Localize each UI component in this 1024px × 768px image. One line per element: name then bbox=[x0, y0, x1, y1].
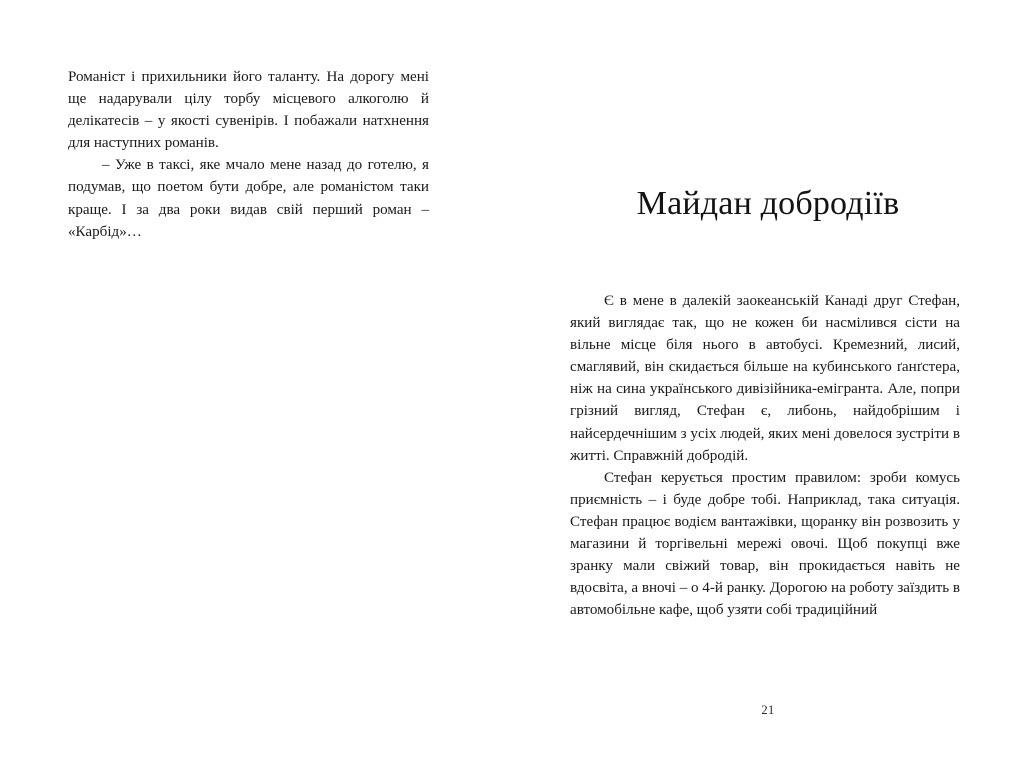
page-number: 21 bbox=[761, 703, 775, 717]
chapter-title: Майдан добродіїв bbox=[636, 185, 900, 222]
right-paragraph-1: Є в мене в далекій заокеанській Канаді друг Стефан, який виглядає так, що не кожен би насмілився сісти на вільне місце біля нього в автобусі. Кремезний, лисий, смаглявий, він скидається більше на кубинського ґанґстера, ніж на сина українського дивізійника-емігранта. Але, попри грізний вигляд, Стефан є, либонь, найдобрішим і найсердечнішим з усіх людей, яких мені довелося зустріти в житті. Справжній добродій. bbox=[570, 293, 960, 464]
right-paragraph-2: Стефан керується простим правилом: зроби комусь приємність – і буде добре тобі. Наприклад, така ситуація. Стефан працює водієм вантажівки, щоранку він розвозить у магазини й торгівельні мережі овочі. Щоб покупці вже зранку мали свіжий товар, він прокидається навіть не вдосвіта, а вночі – о 4-й ранку. Дорогою на роботу заїздить в автомобільне кафе, щоб узяти собі традиційний bbox=[570, 469, 960, 619]
right-page bbox=[512, 0, 1024, 768]
right-page-textblock bbox=[570, 290, 960, 621]
left-paragraph-1: Романіст і прихильники його таланту. На дорогу мені ще надарували цілу торбу місцевого алкоголю й делікатесів – у якості сувенірів. І побажали натхнення для наступних романів. bbox=[68, 69, 429, 152]
left-page-textblock bbox=[68, 66, 429, 243]
left-paragraph-2: – Уже в таксі, яке мчало мене назад до готелю, я подумав, що поетом бути добре, але романістом таки краще. І за два роки видав свій перший роман – «Карбід»… bbox=[68, 157, 429, 240]
